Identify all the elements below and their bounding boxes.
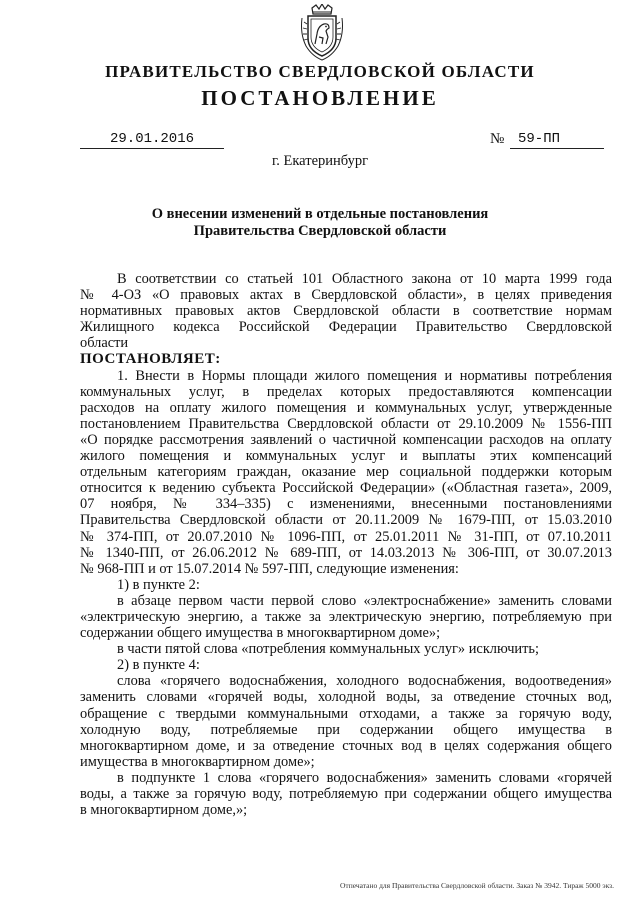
body-line: в подпункте 1 слова «горячего водоснабжения» заменить словами «горячей (117, 769, 612, 786)
body-line: коммунальных услуг, в пределах которых предоставляются компенсации (80, 383, 612, 400)
body-line: 07 ноября, № 334–335) с изменениями, внесенными постановлениями (80, 496, 612, 513)
body-line: «электрическую энергию, а также за электрическую энергию, потребляемую при (80, 608, 612, 625)
city-label: г. Екатеринбург (271, 153, 369, 169)
body-line: 1. Внести в Нормы площади жилого помещения и нормативы потребления (117, 367, 612, 384)
government-title: ПРАВИТЕЛЬСТВО СВЕРДЛОВСКОЙ ОБЛАСТИ (105, 62, 535, 81)
body-line: холодную воду, потребляемые при содержании общего имущества в (80, 721, 612, 738)
body-line: расходов на оплату жилого помещения и коммунальных услуг, утвержденные (80, 399, 612, 416)
body-line: ПОСТАНОВЛЯЕТ: (80, 351, 221, 368)
document-number: 59-ПП (510, 131, 604, 149)
body-line: № 374-ПП, от 20.07.2010 № 1096-ПП, от 25.01.2011 № 31-ПП, от 07.10.2011 (80, 528, 612, 545)
body-line: имущества в многоквартирном доме»; (80, 753, 315, 770)
body-line: В соответствии со статьей 101 Областного закона от 10 марта 1999 года (117, 271, 612, 287)
body-line: № 4-ОЗ «О правовых актах в Свердловской области», в целях приведения (80, 287, 612, 304)
body-line: постановлением Правительства Свердловской области от 29.10.2009 № 1556-ПП (80, 415, 612, 432)
body-line: в части пятой слова «потребления коммунальных услуг» исключить; (117, 641, 539, 658)
body-line: в многоквартирном доме,»; (80, 802, 248, 819)
body-line: «О порядке рассмотрения заявлений о частичной компенсации расходов на оплату (80, 431, 612, 448)
body-line: жилого помещения и коммунальных услуг и выплаты этих компенсаций (80, 448, 612, 465)
print-footer: Отпечатано для Правительства Свердловской области. Заказ № 3942. Тираж 5000 экз. (340, 881, 614, 890)
document-type-title: ПОСТАНОВЛЕНИЕ (201, 86, 439, 110)
body-line: обращение с твердыми коммунальными отходами, а также за горячую воду, (80, 705, 612, 722)
body-line: содержании общего имущества в многоквартирном доме»; (80, 625, 441, 642)
body-line: воды, а также за горячую воду, потребляемую при содержании общего имущества (80, 786, 612, 802)
body-line: № 1340-ПП, от 26.06.2012 № 689-ПП, от 14.03.2013 № 306-ПП, от 30.07.2013 (80, 544, 612, 561)
body-line: в абзаце первом части первой слово «электроснабжение» заменить словами (117, 592, 612, 609)
body-line: слова «горячего водоснабжения, холодного водоснабжения, водоотведения» (117, 673, 612, 690)
body-line: Правительства Свердловской области от 20.11.2009 № 1679-ПП, от 15.03.2010 (80, 512, 612, 529)
number-sign: № (490, 131, 505, 147)
body-line: 2) в пункте 4: (117, 657, 200, 674)
body-line: многоквартирном доме, и за отведение сточных вод в целях содержания общего (80, 737, 612, 754)
body-line: Жилищного кодекса Российской Федерации Правительство Свердловской (80, 319, 612, 336)
sverdlovsk-coat-of-arms-icon (298, 4, 346, 62)
document-body (80, 271, 612, 818)
subject-line: О внесении изменений в отдельные постановления (151, 206, 489, 222)
body-line: нормативных правовых актов Свердловской области в соответствие нормам (80, 303, 612, 320)
document-subject (120, 206, 520, 240)
body-line: отдельным категориям граждан, оказание мер социальной поддержки которым (80, 464, 612, 481)
body-line: заменить словами «горячей воды, холодной воды, за отведение сточных вод, (80, 689, 612, 706)
body-line: области (80, 335, 129, 352)
document-date: 29.01.2016 (80, 131, 224, 149)
body-line: № 968-ПП и от 15.07.2014 № 597-ПП, следующие изменения: (80, 560, 459, 577)
body-line: относится к ведению субъекта Российской Федерации» («Областная газета», 2009, (80, 480, 612, 497)
body-line: 1) в пункте 2: (117, 576, 200, 593)
subject-line: Правительства Свердловской области (193, 223, 447, 239)
